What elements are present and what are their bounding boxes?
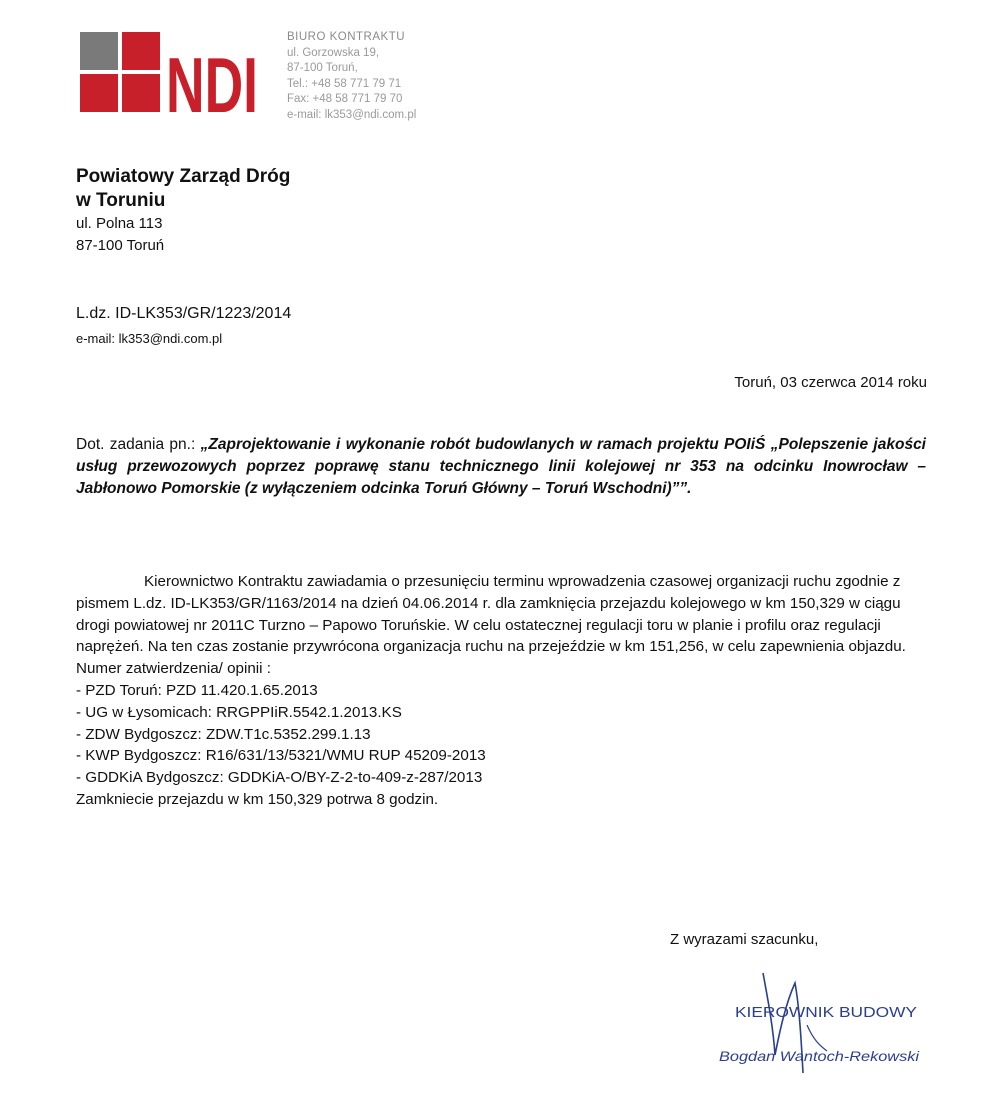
- company-address-block: [287, 30, 416, 124]
- approval-item: - PZD Toruń: PZD 11.420.1.65.2013: [76, 681, 318, 699]
- company-email[interactable]: e-mail: lk353@ndi.com.pl: [287, 108, 417, 121]
- addressee-street: ul. Polna 113: [76, 215, 163, 232]
- letter-date: Toruń, 03 czerwca 2014 roku: [734, 374, 927, 391]
- company-street: ul. Gorzowska 19,: [287, 46, 380, 59]
- signature-stamp: [715, 965, 925, 1085]
- stamp-name: Bogdan Wantoch-Rekowski: [719, 1048, 921, 1064]
- approval-item: - UG w Łysomicach: RRGPPIiR.5542.1.2013.KS: [76, 703, 402, 721]
- addressee-name-line2: w Toruniu: [76, 190, 166, 211]
- logo-text: NDI: [166, 41, 258, 129]
- reference-email[interactable]: e-mail: lk353@ndi.com.pl: [76, 331, 223, 346]
- company-fax: Fax: +48 58 771 79 70: [287, 93, 403, 106]
- reference-number: L.dz. ID-LK353/GR/1223/2014: [76, 305, 292, 322]
- closing-salutation: Z wyrazami szacunku,: [670, 931, 819, 948]
- addressee-block: [76, 165, 290, 257]
- closure-duration: Zamkniecie przejazdu w km 150,329 potrwa 8 godzin.: [76, 790, 439, 808]
- body-paragraph: Kierownictwo Kontraktu zawiadamia o przesunięciu terminu wprowadzenia czasowej organizacji ruchu zgodnie z pismem L.dz. ID-LK353/GR/1163/2014 na dzień 04.06.2014 r. dla zamknięcia przejazdu kolejowego w km 150,329 w ciągu drogi powiatowej nr 2011C Turzno – Papowo Toruńskie. W celu ostatecznej regulacji toru w planie i profilu oraz regulacji naprężeń. Na ten czas zostanie przywrócona organizacja ruchu na przejeździe w km 151,256, w celu zapewnienia objazdu.: [76, 573, 906, 656]
- approval-item: - ZDW Bydgoszcz: ZDW.T1c.5352.299.1.13: [76, 725, 371, 743]
- subject-title: „Zaprojektowanie i wykonanie robót budowlanych w ramach projektu POIiŚ „Polepszenie jakości usług przewozowych poprzez poprawę stanu technicznego linii kolejowej nr 353 na odcinku Inowrocław – Jabłonowo Pomorskie (z wyłączeniem odcinka Toruń Główny – Toruń Wschodni)””.: [76, 436, 926, 497]
- company-tel: Tel.: +48 58 771 79 71: [287, 77, 402, 90]
- addressee-city: 87-100 Toruń: [76, 237, 165, 254]
- addressee-name: Powiatowy Zarząd Dróg: [76, 166, 291, 187]
- approvals-header: Numer zatwierdzenia/ opinii :: [76, 660, 271, 678]
- company-city: 87-100 Toruń,: [287, 62, 358, 75]
- subject-line: [76, 434, 926, 500]
- company-name: BIURO KONTRAKTU: [287, 31, 406, 43]
- subject-prefix: Dot. zadania pn.:: [76, 436, 201, 453]
- approval-item: - KWP Bydgoszcz: R16/631/13/5321/WMU RUP 45209-2013: [76, 747, 486, 765]
- approval-item: - GDDKiA Bydgoszcz: GDDKiA-O/BY-Z-2-to-409-z-287/2013: [76, 769, 483, 787]
- letter-body: [76, 571, 924, 811]
- ndi-logo: [80, 32, 260, 129]
- stamp-title: KIEROWNIK BUDOWY: [735, 1004, 917, 1021]
